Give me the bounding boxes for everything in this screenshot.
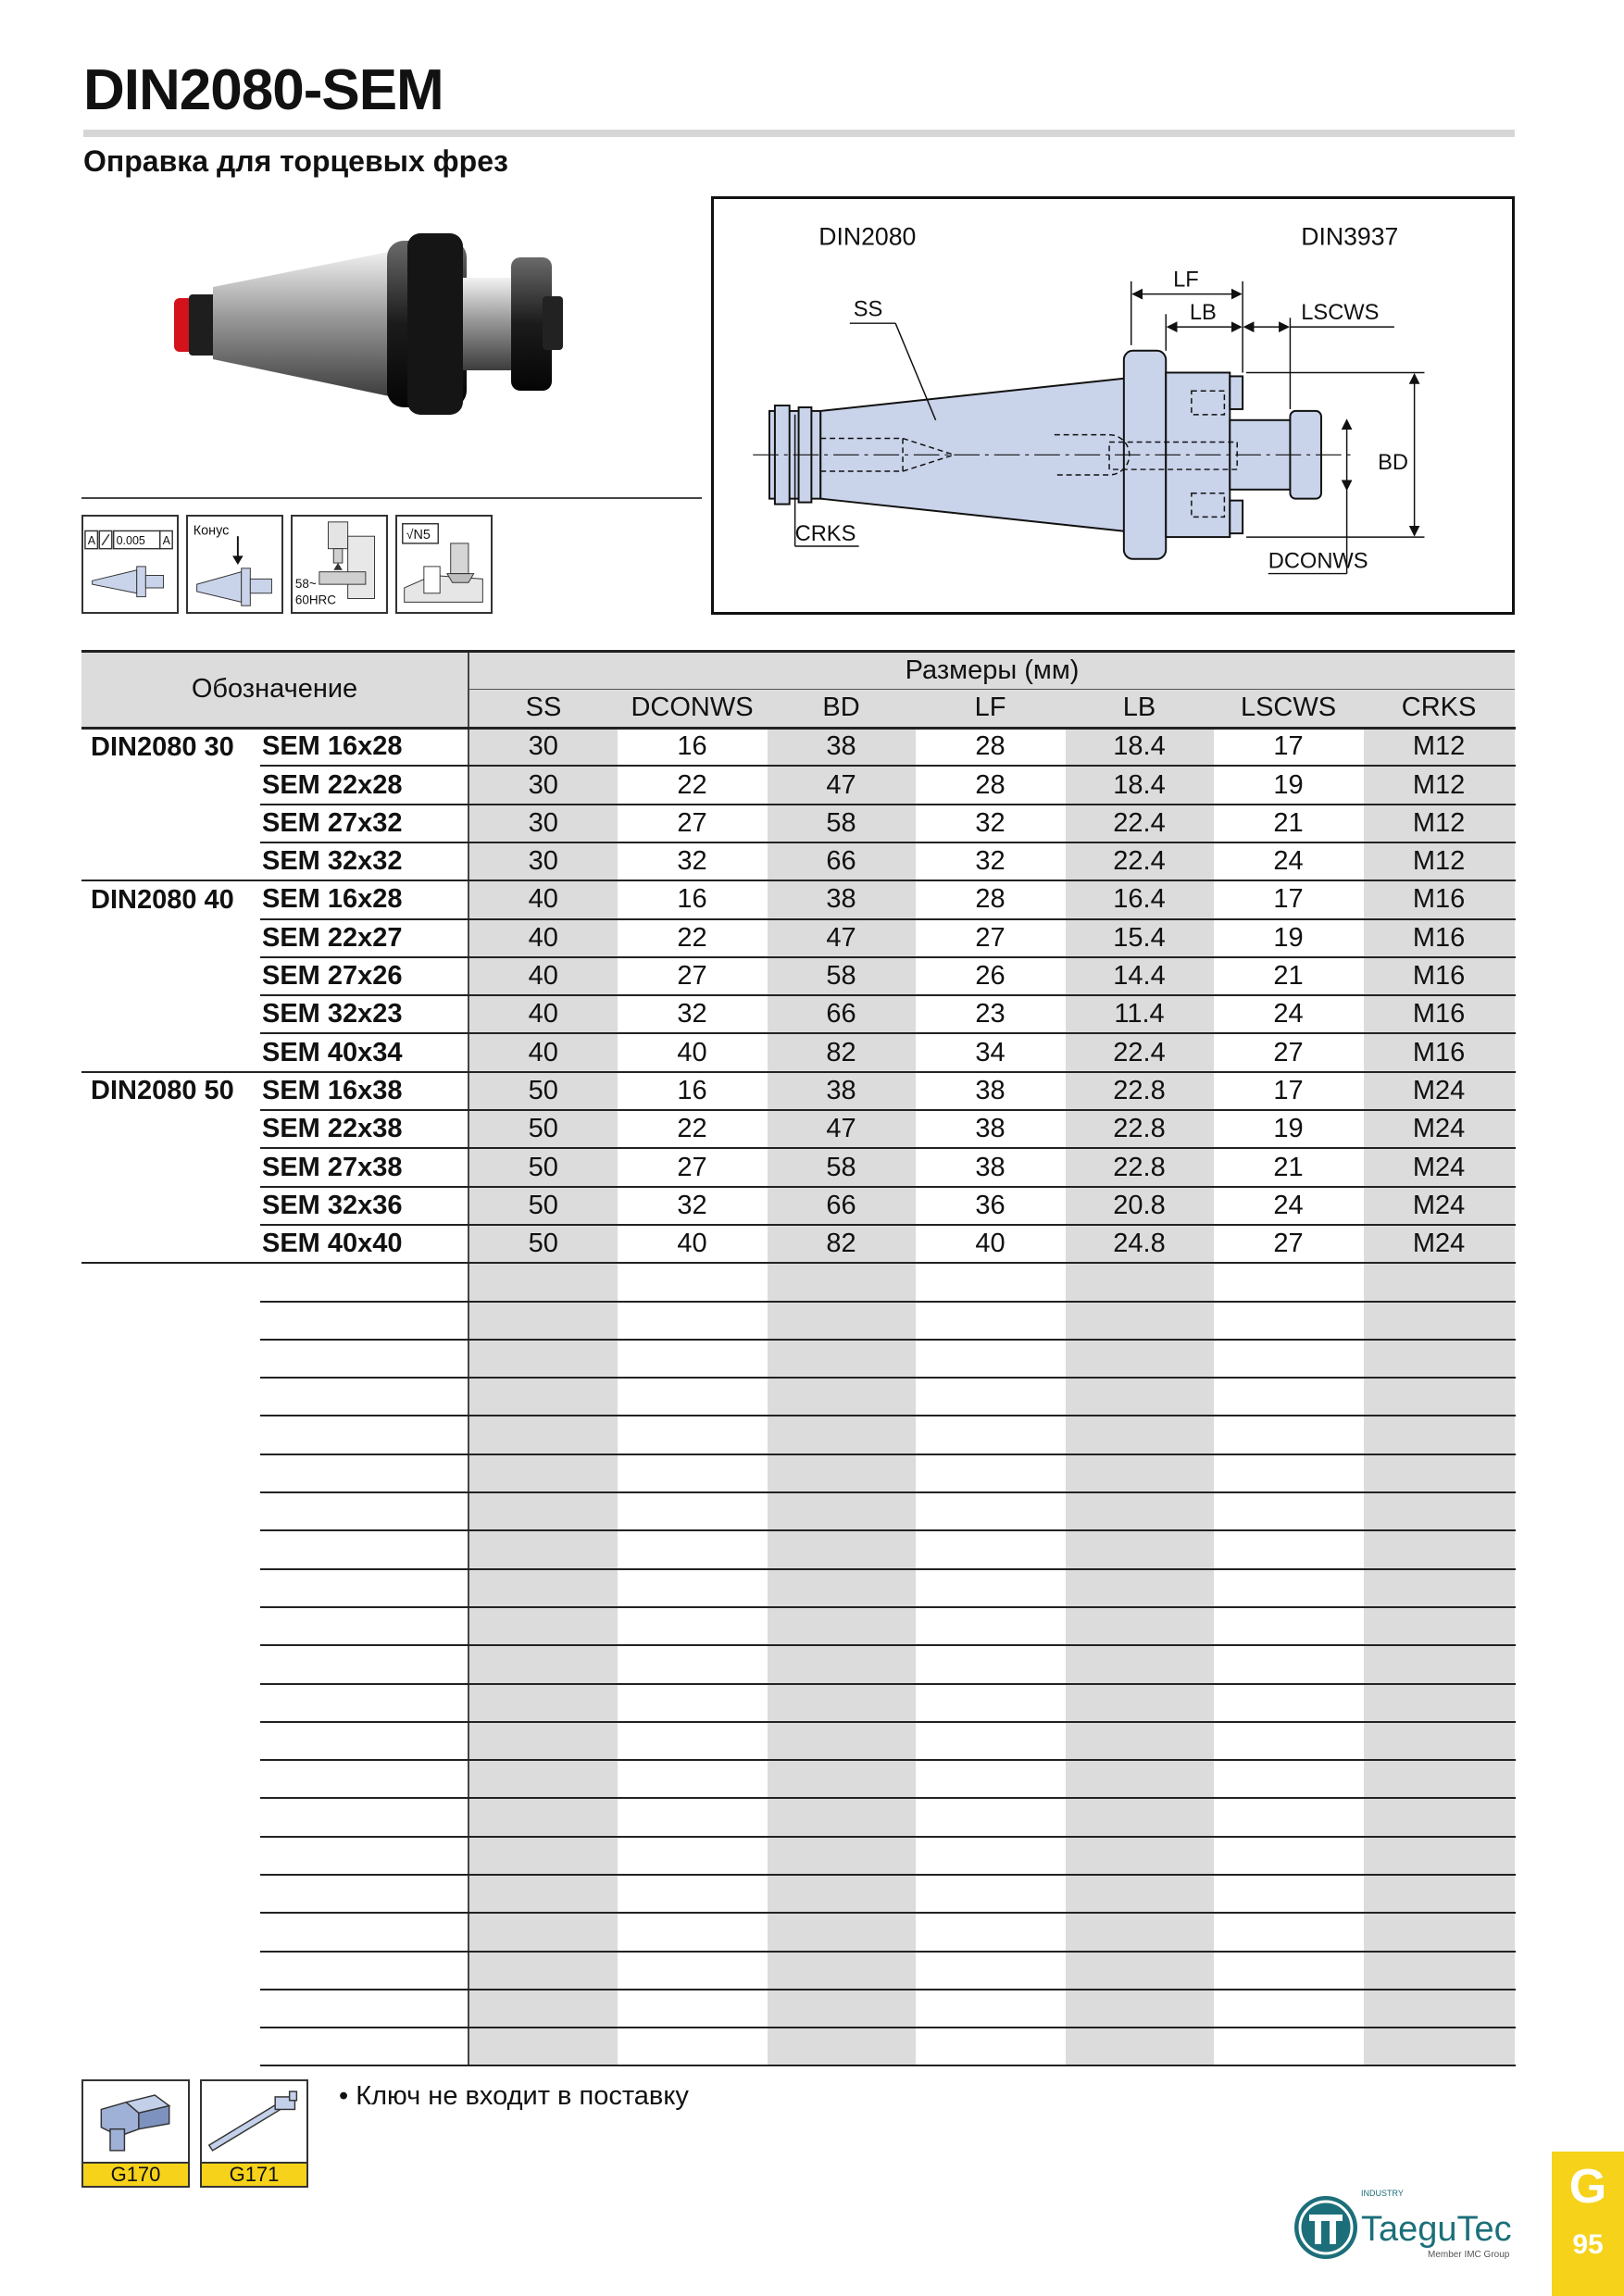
table-row <box>81 805 1515 842</box>
table-row <box>81 1110 1515 1148</box>
cell-lb: 11.4 <box>1065 995 1214 1033</box>
row-code: SEM 22x28 <box>260 766 468 804</box>
dimensions-header: Размеры (мм) <box>468 652 1515 690</box>
table-row <box>81 1072 1515 1110</box>
cell-dconws: 40 <box>618 1225 767 1263</box>
table-row <box>81 1033 1515 1071</box>
cell-crks: M24 <box>1363 1148 1515 1186</box>
cell-lb: 18.4 <box>1065 766 1214 804</box>
row-code: SEM 22x38 <box>260 1110 468 1148</box>
cell-dconws: 32 <box>618 1187 767 1225</box>
row-code: SEM 32x32 <box>260 842 468 880</box>
cell-lf: 28 <box>916 728 1065 766</box>
cell-lscws: 21 <box>1214 805 1363 842</box>
row-group <box>81 1187 260 1225</box>
taper-label: Конус <box>193 523 230 539</box>
cell-lscws: 21 <box>1214 1148 1363 1186</box>
cell-lb: 24.8 <box>1065 1225 1214 1263</box>
cell-crks: M24 <box>1363 1072 1515 1110</box>
cell-ss: 40 <box>468 957 618 995</box>
cell-crks: M12 <box>1363 805 1515 842</box>
blank-row <box>81 1990 1515 2028</box>
cell-ss: 50 <box>468 1148 618 1186</box>
cell-lf: 40 <box>916 1225 1065 1263</box>
cell-bd: 82 <box>767 1033 916 1071</box>
blank-row <box>81 1454 1515 1492</box>
cell-crks: M16 <box>1363 995 1515 1033</box>
cell-ss: 50 <box>468 1225 618 1263</box>
row-group <box>81 957 260 995</box>
blank-row <box>81 1302 1515 1340</box>
cell-lb: 18.4 <box>1065 728 1214 766</box>
blank-row <box>81 1530 1515 1568</box>
cell-bd: 66 <box>767 1187 916 1225</box>
blank-row <box>81 1913 1515 1951</box>
cell-lb: 22.8 <box>1065 1110 1214 1148</box>
cell-dconws: 27 <box>618 805 767 842</box>
cell-lb: 22.4 <box>1065 842 1214 880</box>
cell-crks: M12 <box>1363 842 1515 880</box>
cell-crks: M12 <box>1363 728 1515 766</box>
technical-drawing <box>711 196 1515 615</box>
dim-lb: LB <box>1189 301 1217 326</box>
row-code: SEM 27x26 <box>260 957 468 995</box>
row-group <box>81 805 260 842</box>
row-group <box>81 842 260 880</box>
cell-bd: 47 <box>767 1110 916 1148</box>
logo-brand: TaeguTec <box>1361 2210 1512 2249</box>
wrench-key-icon <box>83 2081 188 2161</box>
hardness-label-1: 58~ <box>294 576 317 591</box>
cell-lscws: 24 <box>1214 995 1363 1033</box>
cell-ss: 50 <box>468 1110 618 1148</box>
row-code: SEM 22x27 <box>260 919 468 957</box>
product-photo <box>130 213 611 426</box>
row-group <box>81 919 260 957</box>
cell-lb: 16.4 <box>1065 880 1214 918</box>
runout-tolerance-icon <box>81 515 179 614</box>
dim-lf: LF <box>1173 268 1199 293</box>
row-code: SEM 27x38 <box>260 1148 468 1186</box>
cell-ss: 50 <box>468 1072 618 1110</box>
row-group <box>81 1148 260 1186</box>
col-dconws: DCONWS <box>618 690 767 728</box>
standard-din2080: DIN2080 <box>818 222 917 251</box>
row-group <box>81 1033 260 1071</box>
table-row <box>81 1225 1515 1263</box>
cell-crks: M16 <box>1363 1033 1515 1071</box>
hardness-icon <box>291 515 388 614</box>
row-code: SEM 32x36 <box>260 1187 468 1225</box>
cell-lb: 22.4 <box>1065 805 1214 842</box>
cell-lscws: 27 <box>1214 1225 1363 1263</box>
cell-dconws: 32 <box>618 842 767 880</box>
col-lb: LB <box>1065 690 1214 728</box>
blank-row <box>81 1378 1515 1416</box>
cell-lb: 22.4 <box>1065 1033 1214 1071</box>
taegutec-logo <box>1289 2185 1520 2270</box>
table-body <box>81 728 1515 2065</box>
blank-row <box>81 1798 1515 1836</box>
blank-row <box>81 1263 1515 1301</box>
cell-lscws: 24 <box>1214 1187 1363 1225</box>
cell-lf: 32 <box>916 842 1065 880</box>
cell-lf: 34 <box>916 1033 1065 1071</box>
table-row <box>81 957 1515 995</box>
blank-row <box>81 1684 1515 1722</box>
row-group <box>81 1225 260 1263</box>
accessory-ref-g170: G170 <box>83 2162 188 2186</box>
row-group: DIN2080 40 <box>91 884 234 915</box>
dim-bd: BD <box>1378 451 1409 476</box>
cell-dconws: 27 <box>618 1148 767 1186</box>
cell-crks: M24 <box>1363 1225 1515 1263</box>
cell-lf: 38 <box>916 1110 1065 1148</box>
logo-badge: INDUSTRY <box>1361 2189 1404 2198</box>
cell-bd: 58 <box>767 1148 916 1186</box>
cell-crks: M24 <box>1363 1187 1515 1225</box>
accessory-g171[interactable] <box>200 2079 308 2188</box>
table-row <box>81 1187 1515 1225</box>
hardness-label-2: 60HRC <box>294 593 337 607</box>
photo-divider <box>81 497 702 499</box>
row-code: SEM 27x32 <box>260 805 468 842</box>
cell-bd: 58 <box>767 805 916 842</box>
table-row <box>81 766 1515 804</box>
cell-lf: 36 <box>916 1187 1065 1225</box>
surface-finish-icon <box>395 515 493 614</box>
col-lscws: LSCWS <box>1214 690 1363 728</box>
surface-finish-label: √N5 <box>406 528 431 543</box>
section-letter: G <box>1568 2160 1607 2214</box>
blank-row <box>81 1875 1515 1913</box>
blank-row <box>81 2028 1515 2065</box>
cell-lb: 22.8 <box>1065 1072 1214 1110</box>
cell-lf: 32 <box>916 805 1065 842</box>
cell-ss: 30 <box>468 728 618 766</box>
blank-row <box>81 1340 1515 1378</box>
cell-dconws: 16 <box>618 1072 767 1110</box>
cell-bd: 82 <box>767 1225 916 1263</box>
row-code: SEM 16x28 <box>260 728 468 766</box>
row-code: SEM 16x28 <box>260 880 468 918</box>
row-group <box>81 995 260 1033</box>
cell-dconws: 32 <box>618 995 767 1033</box>
page-number: 95 <box>1572 2229 1604 2260</box>
blank-row <box>81 1645 1515 1683</box>
cell-dconws: 27 <box>618 957 767 995</box>
page-subtitle: Оправка для торцевых фрез <box>83 144 508 178</box>
cell-lf: 26 <box>916 957 1065 995</box>
cell-bd: 66 <box>767 995 916 1033</box>
cell-lf: 28 <box>916 766 1065 804</box>
cell-lscws: 21 <box>1214 957 1363 995</box>
blank-row <box>81 1416 1515 1454</box>
table-row <box>81 1148 1515 1186</box>
taper-icon <box>186 515 283 614</box>
row-group: DIN2080 30 <box>91 731 234 762</box>
cell-dconws: 22 <box>618 1110 767 1148</box>
row-group <box>81 766 260 804</box>
page-title: DIN2080-SEM <box>83 58 443 122</box>
table-row <box>81 919 1515 957</box>
cell-ss: 40 <box>468 995 618 1033</box>
blank-row <box>81 1607 1515 1645</box>
row-group <box>81 1110 260 1148</box>
cell-ss: 40 <box>468 919 618 957</box>
standard-din3937: DIN3937 <box>1301 222 1399 251</box>
cell-lscws: 27 <box>1214 1033 1363 1071</box>
row-group: DIN2080 50 <box>91 1076 234 1106</box>
cell-ss: 40 <box>468 1033 618 1071</box>
accessory-g170[interactable] <box>81 2079 190 2188</box>
dim-crks: CRKS <box>794 522 856 547</box>
cell-ss: 30 <box>468 805 618 842</box>
specifications-table <box>81 650 1516 2066</box>
designation-header: Обозначение <box>81 652 468 729</box>
cell-bd: 66 <box>767 842 916 880</box>
cell-lf: 28 <box>916 880 1065 918</box>
table-row <box>81 995 1515 1033</box>
cell-ss: 30 <box>468 766 618 804</box>
cell-bd: 58 <box>767 957 916 995</box>
cell-ss: 40 <box>468 880 618 918</box>
cell-crks: M16 <box>1363 957 1515 995</box>
cell-crks: M16 <box>1363 880 1515 918</box>
cell-crks: M12 <box>1363 766 1515 804</box>
runout-datum-label: A <box>87 533 96 547</box>
cell-lb: 20.8 <box>1065 1187 1214 1225</box>
cell-lf: 27 <box>916 919 1065 957</box>
cell-crks: M24 <box>1363 1110 1515 1148</box>
cell-lb: 22.8 <box>1065 1148 1214 1186</box>
blank-row <box>81 1569 1515 1607</box>
table-row <box>81 842 1515 880</box>
cell-lb: 14.4 <box>1065 957 1214 995</box>
cell-ss: 30 <box>468 842 618 880</box>
col-ss: SS <box>468 690 618 728</box>
logo-tagline: Member IMC Group <box>1428 2250 1510 2260</box>
accessory-ref-g171: G171 <box>202 2162 306 2186</box>
col-crks: CRKS <box>1363 690 1515 728</box>
cell-bd: 38 <box>767 1072 916 1110</box>
footnote: • Ключ не входит в поставку <box>339 2081 689 2111</box>
cell-lscws: 19 <box>1214 919 1363 957</box>
cell-bd: 47 <box>767 766 916 804</box>
dim-lscws: LSCWS <box>1301 301 1380 326</box>
cell-lscws: 19 <box>1214 766 1363 804</box>
cell-crks: M16 <box>1363 919 1515 957</box>
cell-dconws: 16 <box>618 728 767 766</box>
cell-lscws: 17 <box>1214 880 1363 918</box>
row-code: SEM 40x34 <box>260 1033 468 1071</box>
blank-row <box>81 1760 1515 1798</box>
row-code: SEM 32x23 <box>260 995 468 1033</box>
cell-lf: 38 <box>916 1148 1065 1186</box>
blank-row <box>81 1722 1515 1760</box>
row-code: SEM 40x40 <box>260 1225 468 1263</box>
hook-spanner-icon <box>202 2081 306 2161</box>
cell-lf: 38 <box>916 1072 1065 1110</box>
col-lf: LF <box>916 690 1065 728</box>
blank-row <box>81 1837 1515 1875</box>
dim-ss: SS <box>853 297 883 322</box>
cell-bd: 38 <box>767 880 916 918</box>
cell-lscws: 19 <box>1214 1110 1363 1148</box>
title-underline <box>83 130 1515 137</box>
cell-lscws: 17 <box>1214 1072 1363 1110</box>
svg-text:A: A <box>162 533 170 547</box>
cell-lb: 15.4 <box>1065 919 1214 957</box>
blank-row <box>81 1952 1515 1990</box>
table-row <box>81 728 1515 766</box>
cell-ss: 50 <box>468 1187 618 1225</box>
cell-dconws: 22 <box>618 919 767 957</box>
col-bd: BD <box>767 690 916 728</box>
cell-dconws: 16 <box>618 880 767 918</box>
cell-lf: 23 <box>916 995 1065 1033</box>
cell-dconws: 22 <box>618 766 767 804</box>
cell-bd: 47 <box>767 919 916 957</box>
runout-value-label: 0.005 <box>116 533 145 547</box>
table-row <box>81 880 1515 918</box>
cell-dconws: 40 <box>618 1033 767 1071</box>
cell-lscws: 24 <box>1214 842 1363 880</box>
section-tab <box>1552 2152 1624 2296</box>
cell-bd: 38 <box>767 728 916 766</box>
dim-dconws: DCONWS <box>1268 549 1368 574</box>
row-code: SEM 16x38 <box>260 1072 468 1110</box>
cell-lscws: 17 <box>1214 728 1363 766</box>
blank-row <box>81 1492 1515 1530</box>
